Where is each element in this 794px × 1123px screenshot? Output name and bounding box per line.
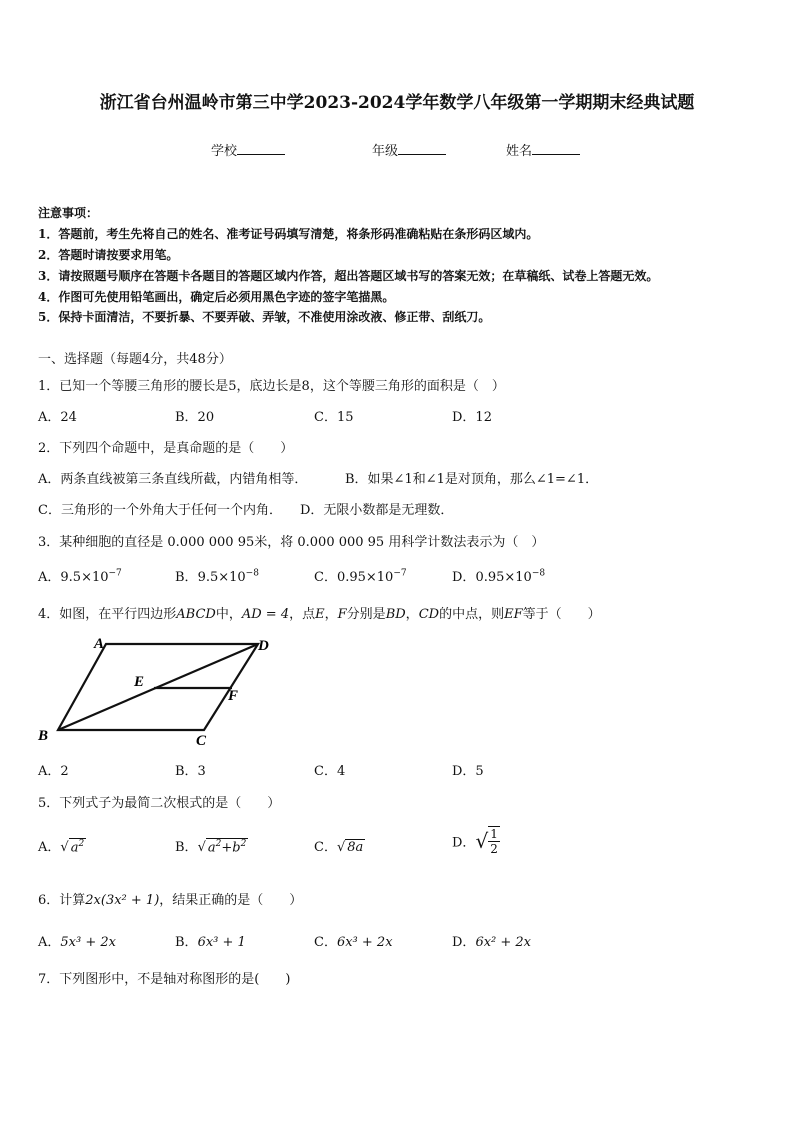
parallelogram-figure [36,632,282,750]
notice-item: 4．作图可先使用铅笔画出，确定后必须用黑色字迹的签字笔描黑。 [38,290,395,304]
page-title: 浙江省台州温岭市第三中学2023-2024学年数学八年级第一学期期末经典试题 [99,93,695,113]
q6-option-b[interactable]: B．6x³ + 1 [175,935,246,950]
radical-sign-icon: √ [475,829,489,853]
q6-option-c[interactable]: C．6x³ + 2x [314,935,393,950]
radical-sign-icon: √ [336,840,346,855]
q6-option-a[interactable]: A．5x³ + 2x [38,935,116,950]
question-7-stem: 7．下列图形中，不是轴对称图形的是( ) [38,972,291,987]
q6-option-d[interactable]: D．6x² + 2x [452,935,532,950]
q3-option-d[interactable]: D．$0.95\times 10^{-8}$ [452,568,546,585]
vertex-label-a: A [94,636,105,652]
grade-field[interactable] [372,140,446,159]
school-field[interactable] [211,140,285,159]
q4-option-a[interactable]: A．2 [38,764,69,779]
school-label: 学校 [211,144,238,159]
q5-option-a[interactable]: A．√ $a^2$ [38,838,85,855]
question-6-stem: 6．计算2x(3x² + 1)，结果正确的是（ ） [38,893,303,908]
question-4-stem: 4．如图，在平行四边形ABCD中，AD = 4，点E，F分别是BD，CD的中点，则EF等于（ ） [38,607,601,622]
question-3-stem: 3．某种细胞的直径是 0.000 000 95米，将 0.000 000 95 用科学计数法表示为（ ） [38,535,545,550]
q1-option-c[interactable]: C．15 [314,410,354,425]
q3-option-b[interactable]: B．$9.5\times 10^{-8}$ [175,568,259,585]
q2-option-d[interactable]: D．无限小数都是无理数． [300,503,454,518]
notice-item: 1．答题前，考生先将自己的姓名、准考证号码填写清楚，将条形码准确粘贴在条形码区域内。 [38,227,539,241]
vertex-label-c: C [196,733,207,749]
q4-option-c[interactable]: C．4 [314,764,346,779]
question-2-stem: 2．下列四个命题中，是真命题的是（ ） [38,441,294,456]
notice-item: 2．答题时请按要求用笔。 [38,248,179,262]
question-1-stem: 1．已知一个等腰三角形的腰长是5，底边长是8，这个等腰三角形的面积是（ ） [38,379,505,394]
name-label: 姓名 [506,144,533,159]
point-label-f: F [228,688,239,704]
notice-item: 5．保持卡面清洁，不要折暴、不要弄破、弄皱，不准使用涂改液、修正带、刮纸刀。 [38,310,491,324]
notice-heading: 注意事项： [38,206,99,220]
vertex-label-d: D [258,638,269,654]
q1-option-a[interactable]: A．24 [38,410,77,425]
q5-option-b[interactable]: B．√ $a^2+b^2$ [175,838,247,855]
q4-option-d[interactable]: D．5 [452,764,484,779]
radical-sign-icon: √ [197,840,206,855]
name-field[interactable] [506,140,580,159]
notice-item: 3．请按照题号顺序在答题卡各题目的答题区域内作答，超出答题区域书写的答案无效；在草稿纸、试卷上答题无效。 [38,269,659,283]
q3-option-c[interactable]: C．$0.95\times 10^{-7}$ [314,568,407,585]
grade-label: 年级 [372,144,399,159]
q1-option-d[interactable]: D．12 [452,410,492,425]
point-label-e: E [134,674,145,690]
q2-option-c[interactable]: C．三角形的一个外角大于任何一个内角． [38,503,282,518]
section-heading: 一、选择题（每题4分，共48分） [38,352,232,367]
q2-option-a[interactable]: A．两条直线被第三条直线所截，内错角相等． [38,472,308,487]
q2-option-b[interactable]: B．如果∠1和∠1是对顶角，那么∠1=∠1． [345,472,599,487]
vertex-label-b: B [38,728,49,744]
radical-sign-icon: √ [60,840,69,855]
question-5-stem: 5．下列式子为最简二次根式的是（ ） [38,796,281,811]
q1-option-b[interactable]: B．20 [175,410,215,425]
q5-option-c[interactable]: C．√ 8a [314,840,364,855]
q4-option-b[interactable]: B．3 [175,764,206,779]
q5-option-d[interactable]: D．√ $\frac{1}{2}$ [452,827,498,856]
q3-option-a[interactable]: A．$9.5\times 10^{-7}$ [38,568,122,585]
